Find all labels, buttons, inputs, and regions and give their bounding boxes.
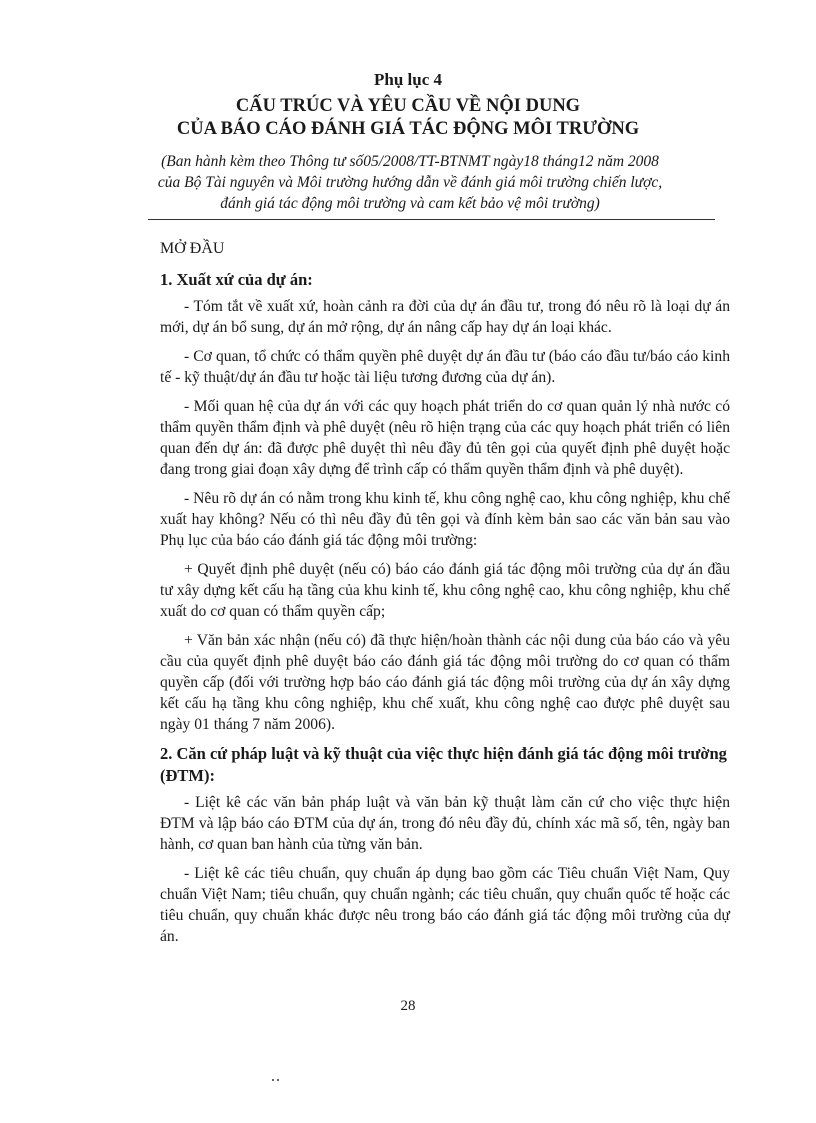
section-1-heading: 1. Xuất xứ của dự án:: [160, 270, 313, 289]
document-title-line-2: CỦA BÁO CÁO ĐÁNH GIÁ TÁC ĐỘNG MÔI TRƯỜNG: [176, 119, 640, 139]
section-1-paragraph: - Mối quan hệ của dự án với các quy hoạch phát triển do cơ quan quản lý nhà nước có thẩm quyền thẩm định và phê duyệt (nêu rõ hiện trạng của các quy hoạch phát triển có liên quan đến dự án: đã được phê duyệt thì nêu đầy đủ tên gọi của quyết định phê duyệt hoặc đang trong giai đoạn xây dựng để trình cấp có thẩm quyền thẩm định và phê duyệt).: [160, 398, 730, 478]
section-1-paragraph: - Nêu rõ dự án có nằm trong khu kinh tế, khu công nghệ cao, khu công nghiệp, khu chế xuất hay không? Nếu có thì nêu đầy đủ tên gọi và đính kèm bản sao các văn bản sau vào Phụ lục của báo cáo đánh giá tác động môi trường:: [160, 490, 730, 549]
section-1-paragraph: - Cơ quan, tổ chức có thẩm quyền phê duyệt dự án đầu tư (báo cáo đầu tư/báo cáo kinh tế - kỹ thuật/dự án đầu tư hoặc tài liệu tương đương của dự án).: [160, 348, 730, 386]
section-2-paragraph: - Liệt kê các tiêu chuẩn, quy chuẩn áp dụng bao gồm các Tiêu chuẩn Việt Nam, Quy chuẩn Việt Nam; tiêu chuẩn, quy chuẩn ngành; các tiêu chuẩn, quy chuẩn quốc tế hoặc các tiêu chuẩn, quy chuẩn khác được nêu trong báo cáo đánh giá tác động môi trường của dự án.: [160, 865, 730, 945]
appendix-label: Phụ lục 4: [373, 70, 443, 89]
issuance-note-line-1: (Ban hành kèm theo Thông tư số05/2008/TT-BTNMT ngày18 tháng12 năm 2008: [161, 153, 659, 170]
section-1-paragraph: - Tóm tắt về xuất xứ, hoàn cảnh ra đời của dự án đầu tư, trong đó nêu rõ là loại dự án mới, dự án bổ sung, dự án mở rộng, dự án nâng cấp hay dự án loại khác.: [160, 298, 730, 336]
section-2-heading: 2. Căn cứ pháp luật và kỹ thuật của việc thực hiện đánh giá tác động môi trường (ĐTM):: [160, 744, 727, 785]
document-title-line-1: CẤU TRÚC VÀ YÊU CẦU VỀ NỘI DUNG: [235, 96, 581, 116]
section-1-paragraph: + Văn bản xác nhận (nếu có) đã thực hiện/hoàn thành các nội dung của báo cáo và yêu cầu của quyết định phê duyệt báo cáo đánh giá tác động môi trường do cơ quan có thẩm quyền cấp (đối với trường hợp báo cáo đánh giá tác động môi trường của dự án xây dựng kết cấu hạ tầng khu công nghiệp, khu chế xuất, khu công nghệ cao được phê duyệt sau ngày 01 tháng 7 năm 2006).: [160, 632, 730, 733]
scan-speck: [272, 1068, 286, 1071]
intro-heading: MỞ ĐẦU: [160, 240, 225, 257]
document-body: [160, 238, 730, 955]
page-number: 28: [400, 998, 416, 1014]
header-divider: [148, 219, 715, 220]
issuance-note-line-3: đánh giá tác động môi trường và cam kết bảo vệ môi trường): [220, 195, 600, 212]
section-1-paragraph: + Quyết định phê duyệt (nếu có) báo cáo đánh giá tác động môi trường của dự án đầu tư xây dựng kết cấu hạ tầng của khu kinh tế, khu công nghệ cao, khu công nghiệp, khu chế xuất do cơ quan có thẩm quyền cấp;: [160, 561, 730, 620]
section-2-paragraph: - Liệt kê các văn bản pháp luật và văn bản kỹ thuật làm căn cứ cho việc thực hiện ĐTM và lập báo cáo ĐTM của dự án, trong đó nêu đầy đủ, chính xác mã số, tên, ngày ban hành, cơ quan ban hành của từng văn bản.: [160, 794, 730, 853]
issuance-note: [60, 151, 760, 214]
issuance-note-line-2: của Bộ Tài nguyên và Môi trường hướng dẫn về đánh giá môi trường chiến lược,: [157, 174, 663, 191]
